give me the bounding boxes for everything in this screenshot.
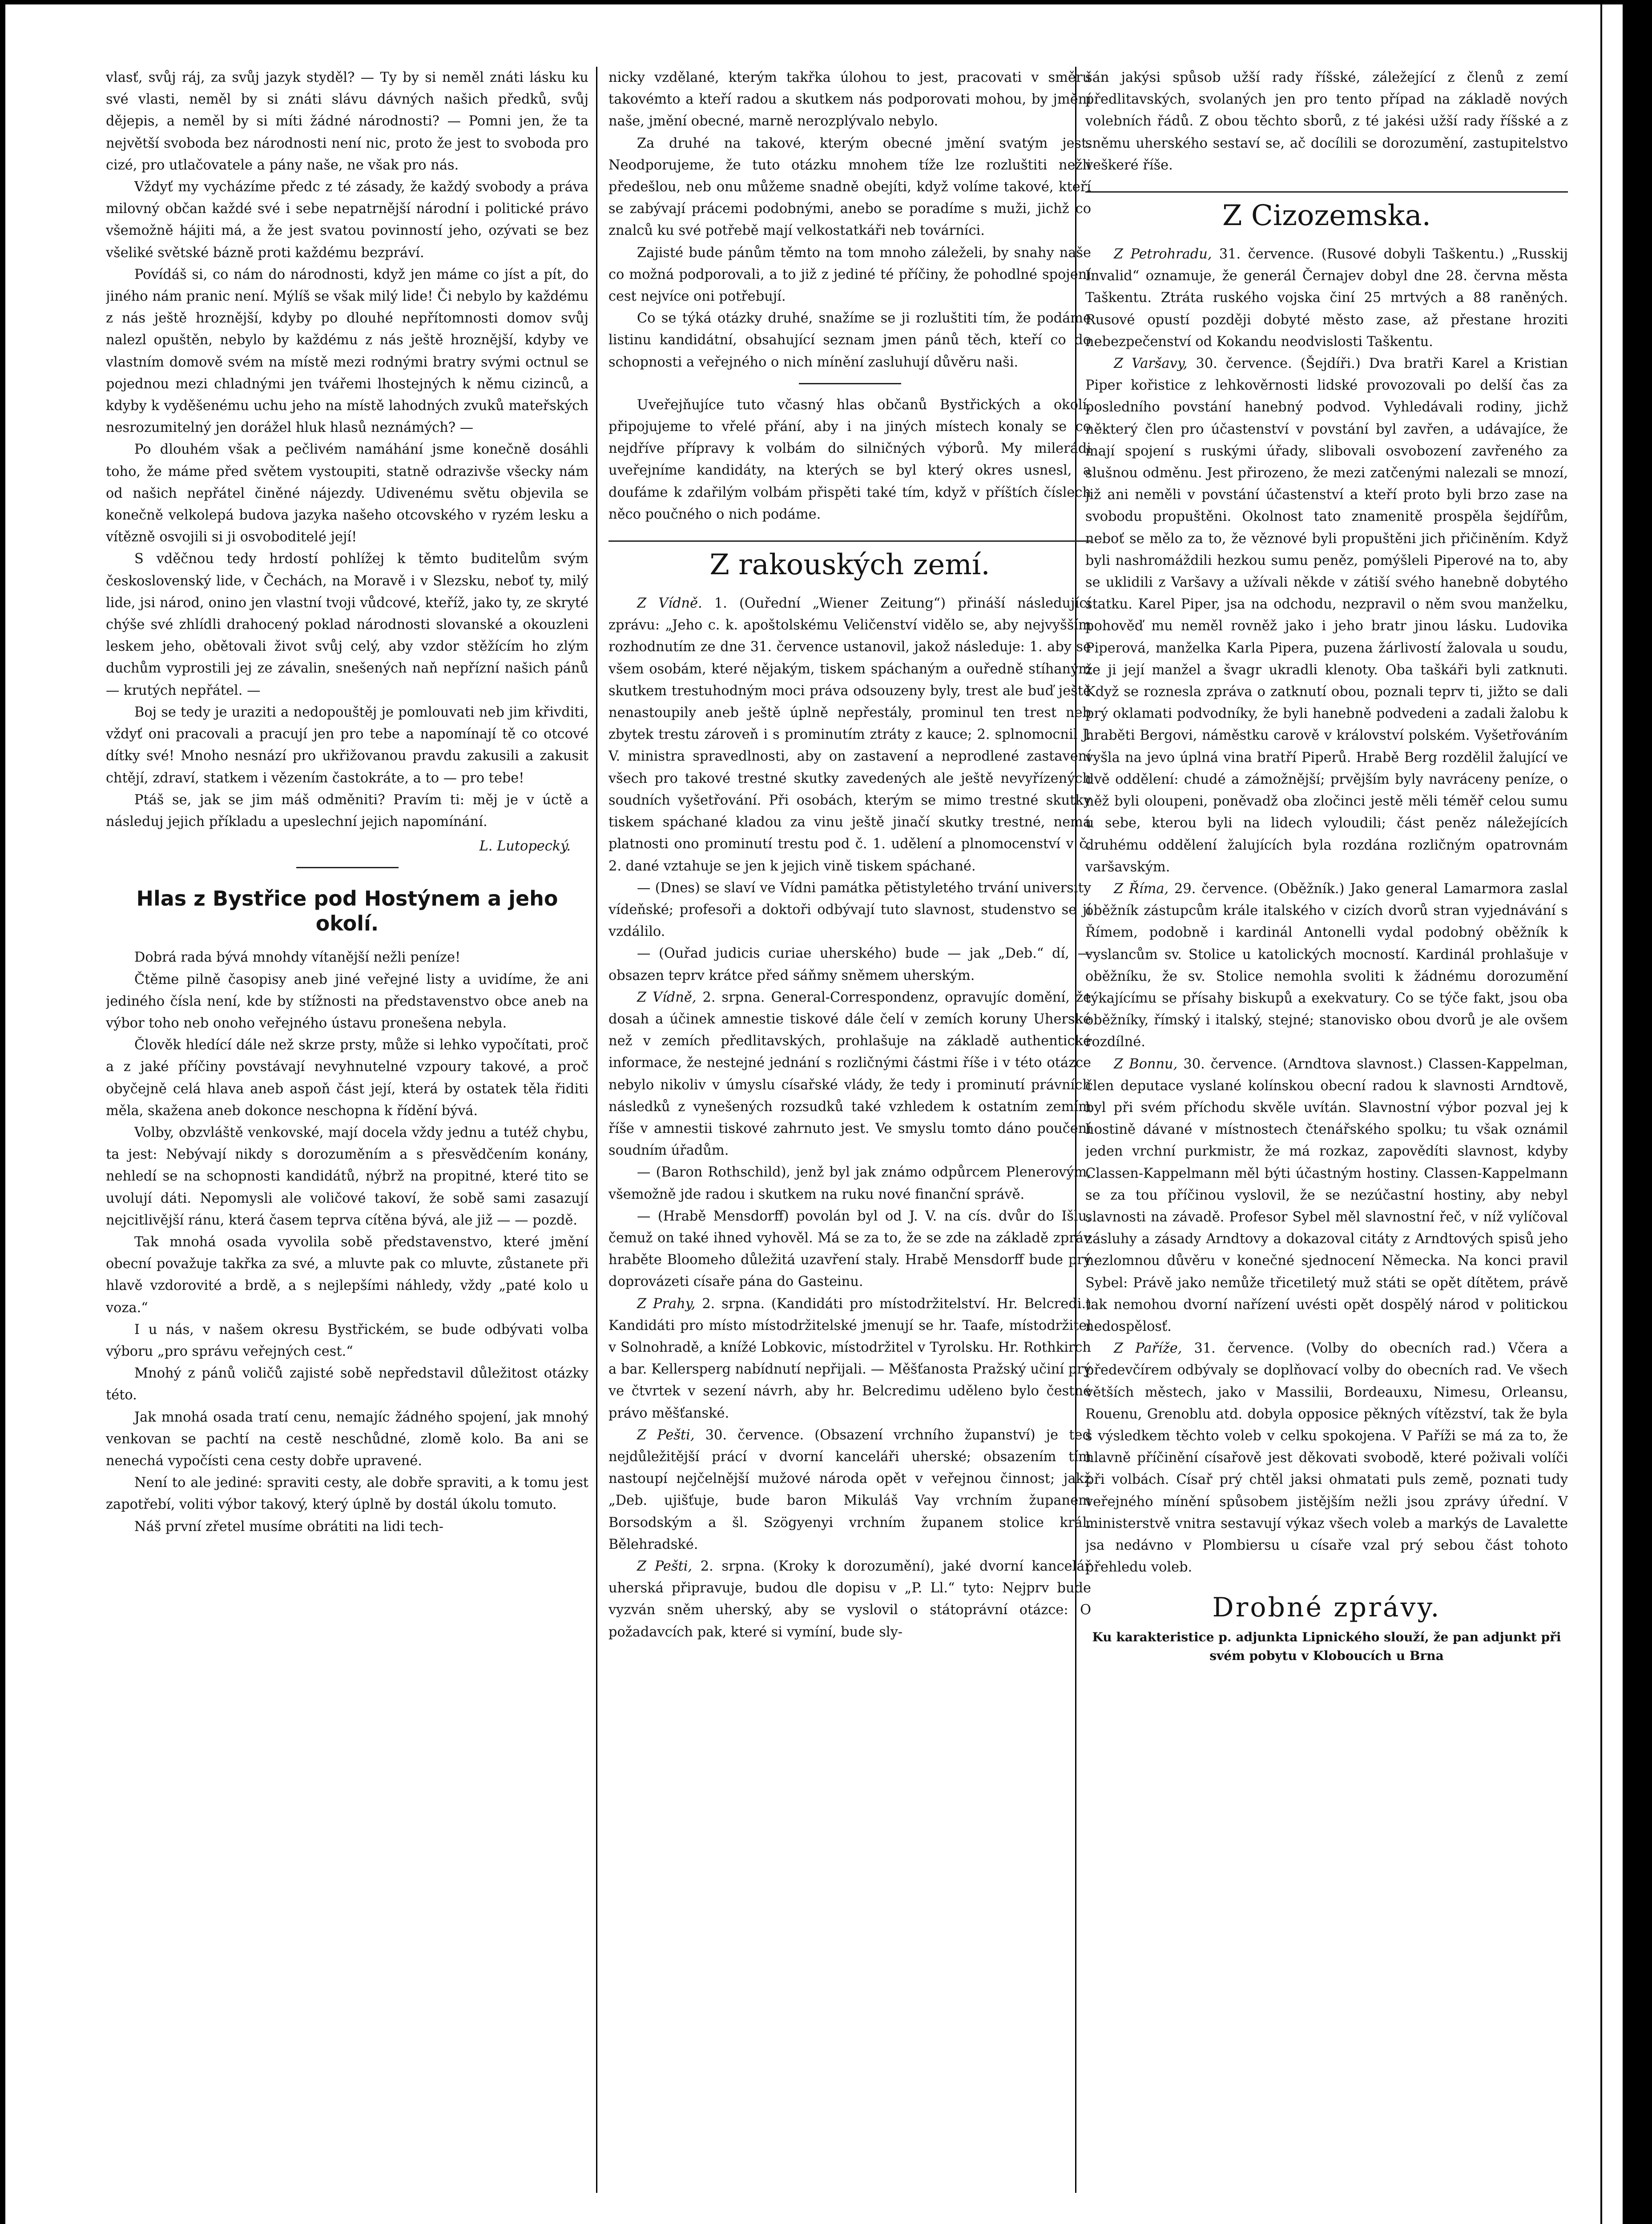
news-item (608, 1424, 1091, 1555)
dateline: Z Pešti, (637, 1559, 693, 1574)
paragraph: Co se týká otázky druhé, snažíme se ji rozluštiti tím, že podáme listinu kandidátní, obsahující seznam jmen pánů těch, kteří co do schopnosti a veřejného o nich mínění zasluhují důvěru naši. (608, 310, 1091, 370)
frame-left-border (0, 0, 5, 2224)
author-signature: L. Lutopecký. (479, 838, 571, 854)
subheading: Ku karakteristice p. adjunkta Lipnického slouží, že pan adjunkt při svém pobytu v Kloboucích u Brna (1092, 1630, 1561, 1664)
paragraph: Jak mnohá osada tratí cenu, nemajíc žádného spojení, jak mnohý venkovan se pachtí na cestě neschůdné, zlomě kolo. Ba ani se nenechá vypočísti cena cesty dobře upravené. (106, 1409, 588, 1469)
news-item (1085, 243, 1568, 353)
dateline: Z Pešti, (637, 1427, 695, 1443)
paragraph: — (Hrabě Mensdorff) povolán byl od J. V. na cís. dvůr do Išlu, čemuž on také ihned vyhověl. Má se za to, že se zde na základě zpráv hraběte Bloomeho důležitá uzavření staly. Hrabě Mensdorff bude prý doprovázeti císaře pána do Gasteinu. (608, 1208, 1091, 1290)
dateline: Z Petrohradu, (1114, 246, 1212, 262)
news-text: 30. července. (Arndtova slavnost.) Classen-Kappelman, člen deputace vyslané kolínskou obecní radou k slavnosti Arndtově, byl při svém příchodu skvěle uvítán. Slavnostní výbor pozval jej k hostině dávané v místnostech čtenářského spolku; tu však oznámil jeden vrchní purkmistr, že má rozkaz, zapovědíti slavnost, kdyby Classen-Kappelmann měl býti účastným hostiny. Classen-Kappelmann se za tou příčinou vyslovil, že se nezúčastní hostiny, aby nebyl slavnosti na závadě. Profesor Sybel měl slavnostní řeč, v níž vylíčoval zásluhy a zásady Arndtovy a dokazoval citáty z Arndtových spisů jeho nezlomnou důvěru v konečné sjednocení Německa. Na konci pravil Sybel: Právě jako nemůže třicetiletý muž státi se opět dítětem, právě tak nemohou dvorní nařízení uvésti opět dospělý národ v politickou nedospělosť. (1085, 1056, 1568, 1334)
news-item (608, 592, 1091, 877)
separator-rule (296, 867, 399, 868)
paragraph: šán jakýsi spůsob užší rady říšské, záležející z členů z zemí předlitavských, svolaných jen pro tento případ na základě nových volebních řádů. Z obou těchto sborů, z té jakési užší rady říšské a z sněmu uherského sestaví se, ač docílili se dorozumění, zastupitelstvo veškeré říše. (1085, 70, 1568, 173)
dateline: Z Vídně, (637, 989, 697, 1005)
section-heading: Drobné zprávy. (1212, 1592, 1441, 1624)
column-rule-1 (596, 67, 597, 2193)
dateline: Z Prahy, (637, 1296, 696, 1312)
paragraph: Vždyť my vycházíme předc z té zásady, že každý svobody a práva milovný občan každé své i sebe nepatrnější národní i politické právo všemožně hájiti má, a že jest svatou povinností jeho, ozývati se bez všeliké světské bázně proti každému bezpráví. (106, 179, 588, 261)
news-text: 2. srpna. (Kandidáti pro místodržitelství. Hr. Belcredi.) Kandidáti pro místo místodržitelské jmenují se hr. Taafe, místodržitel v Solnohradě, a knížé Lobkovic, místodržitel v Tyrolsku. Hr. Rothkirch a bar. Kellersperg nabídnutí nepřijali. — Měšťanosta Pražský učiní prý ve čtvrtek v sezení návrh, aby hr. Belcredimu uděleno bylo čestné právo měšťanské. (608, 1296, 1091, 1421)
news-text: 30. července. (Obsazení vrchního županství) je teď nejdůležitější prácí v dvorní kanceláři uherské; obsazením tím nastoupí nejčelnější mužové národa opět v veřejnou činnost; jakž „Deb. ujišťuje, bude baron Mikuláš Vay vrchním županem Borsodským a šl. Szögyenyi vrchním županem stolice král. Bělehradské. (608, 1427, 1091, 1552)
paragraph: Mnohý z pánů voličů zajisté sobě nepředstavil důležitost otázky této. (106, 1366, 588, 1403)
news-item (1085, 1053, 1568, 1338)
news-item (608, 987, 1091, 1162)
paragraph: Po dlouhém však a pečlivém namáhání jsme konečně dosáhli toho, že máme před světem vystoupiti, statně odrazivše všecky nám od našich nepřátel činěné nájezdy. Udivenému světu objevila se konečně velkolepá budova jazyka našeho otcovského v ryzém lesku a vítězně osvojili si ji osvoboditelé její! (106, 442, 588, 545)
news-item (608, 1555, 1091, 1643)
dateline: Z Paříže, (1114, 1341, 1182, 1357)
section-heading: Z Cizozemska. (1085, 191, 1568, 234)
frame-right-border (1623, 0, 1652, 2224)
paragraph: Povídáš si, co nám do národnosti, když jen máme co jíst a pít, do jiného nám pranic není. Mýlíš se však milý lide! Či nebylo by každému z nás ještě hroznější, kdyby po dlouhé nepřítomnosti domov svůj nalezl opuštěn, nebylo by každému z nás ještě hroznější, kdyby ve vlastním domově svém na místě mezi rodnými bratry svými octnul se pojednou mezi chladnými jen tvářemi lhostejných k němu cizinců, a kdyby k vyděšenému uchu jeho na místě lahodných zvuků mateřských nesrozumitelný jen dorážel hluk hlasů neznámých? — (106, 266, 588, 436)
news-text: 2. srpna. General-Correspondenz, opravujíc domění, že dosah a účinek amnestie tiskové dále čelí v zemích koruny Uherské než v zemích předlitavských, prohlašuje na základě authentické informace, že nestejné jednání s rozličnými částmi říše i v této otázce nebylo nikoliv v úmyslu císařské vlády, že tedy i prominutí právních následků z vynešených rozsudků také vzhledem k ostatním zemím říše v amnestii tiskové zahrnuto jest. Ve smyslu tomto dáno poučení soudním úřadům. (608, 989, 1091, 1159)
paragraph: — (Baron Rothschild), jenž byl jak známo odpůrcem Plenerovým, všemožně jde radou i skutkem na ruku nové finanční správě. (608, 1164, 1091, 1202)
news-text: 31. července. (Rusové dobyli Taškentu.) „Russkij Invalid“ oznamuje, že generál Černajev dobyl dne 28. června města Taškentu. Ztráta ruského vojska činí 25 mrtvých a 88 raněných. Rusové opustí později dobyté město zase, až přestane hroziti nebezpečenství od Kokandu neodvislosti Taškentu. (1085, 246, 1568, 350)
paragraph: S vděčnou tedy hrdostí pohlížej k těmto buditelům svým československý lide, v Čechách, na Moravě i v Slezsku, neboť ty, milý lide, jsi národ, onino jen vlastní tvoji vůdcové, kteříž, jako ty, ze skryté chýše své zhlídli drahocený poklad národnosti slovanské a okouzleni leskem jeho, obětovali život svůj celý, aby vzdor stěžícím ho zlým duchům vyprostili jej ze závalin, snešených naň nepřízní našich pánů — krutých nepřátel. — (106, 551, 588, 698)
paragraph: nicky vzdělané, kterým takřka úlohou to jest, pracovati v směru takovémto a kteří radou a skutkem nás podporovati mohou, by jmění naše, jmění obecné, marně nerozplývalo nebylo. (608, 70, 1091, 129)
news-text: 2. srpna. (Kroky k dorozumění), jaké dvorní kancelář uherská připravuje, budou dle dopisu v „P. Ll.“ tyto: Nejprv bude vyzván sněm uherský, aby se vyslovil o státoprávní otázce: O požadavcích pak, které si vymíní, bude sly- (608, 1559, 1091, 1640)
paragraph: Tak mnohá osada vyvolila sobě představenstvo, které jmění obecní považuje takřka za své, a mluvte pak co mluvte, zůstanete při hlavě vzdorovité a brdě, a s nejlepšími náhledy, vždy „paté kolo u voza.“ (106, 1234, 588, 1316)
dateline: Z Vídně. (637, 596, 702, 612)
paragraph: Dobrá rada bývá mnohdy vítanější nežli peníze! (134, 950, 461, 966)
news-item (1085, 878, 1568, 1053)
news-text: 29. července. (Oběžník.) Jako general Lamarmora zaslal oběžník zástupcům krále italského v cizích dvorů stran vyjednávání s Římem, podobně i kardinál Antonelli vydal podobný oběžník k vyslancům sv. Stolice u katolických mocností. Kardinál prohlašuje v oběžníku, že sv. Stolice nemohla svoliti k žádnému dorozumění týkajícímu se přísahy biskupů a exekvatury. Co se týče fakt, jsou oba oběžníky, římský i italský, stejné; stanovisko obou dvorů je ale ovšem rozdílné. (1085, 881, 1568, 1050)
news-item (1085, 353, 1568, 878)
column-1 (106, 67, 588, 2188)
paragraph: I u nás, v našem okresu Bystřickém, se bude odbývati volba výboru „pro správu veřejných cest.“ (106, 1322, 588, 1359)
paragraph: Čtěme pilně časopisy aneb jiné veřejné listy a uvidíme, že ani jediného čísla není, kde by stížnosti na představenstvo obce aneb na výbor toho neb onoho veřejného ústavu pronešena nebyla. (106, 971, 588, 1031)
column-3 (1085, 67, 1568, 2188)
section-heading: Z rakouských zemí. (608, 540, 1091, 583)
paragraph: Náš první zřetel musíme obrátiti na lidi tech- (134, 1519, 443, 1535)
news-text: 30. července. (Šejdíři.) Dva bratři Karel a Kristian Piper kořistice z lehkověrnosti lidské provozovali po delší čas za posledního povstání hanebný podvod. Vyhledávali rodiny, jichž některý člen pro účastenství v povstání byl zavřen, a udávajíce, že mají spojení s ruskými úřady, slibovali osvobození zavřeného za slušnou odměnu. Jest přirozeno, že mezi zatčenými nalezali se mnozí, již ani neměli v povstání účastenství a kteří proto byli brzo zase na svobodu propuštěni. Okolnost tato znamenitě prospěla šejdířům, neboť se mělo za to, že věznové byli propuštěni jich přičiněním. Když byli nashromáždili hezkou sumu peněz, pomýšleli Piperové na to, aby se uklidili z Varšavy a užívali někde v zátiší svého hanebně dobytého statku. Karel Piper, jsa na odchodu, nezpravil o něm svou manželku, pohověď mu neměl rovněž jako i jeho bratr jinou lásku. Ludovika Piperová, manželka Karla Pipera, puzena žárlivostí žalovala u soudu, že ji její manžel a švagr ukradli klenoty. Oba taškáři byli zatknuti. Když se roznesla zpráva o zatknutí obou, poznali teprv ti, jižto se dali prý oklamati podvodníky, že byli hanebně podvedeni a zadali žalobu k hraběti Bergovi, náměstku carově v království polském. Vyšetřováním vyšla na jevo úplná vina bratří Piperů. Hrabě Berg rozdělil žalující ve dvě oddělení: chudé a zámožnější; prvějším byly navráceny peníze, o něž byli oloupeni, poněvadž oba zločinci jestě měli téměř celou sumu u sebe, kterou byli na lidech vyloudili; část peněz náležejících druhému oddělení žalujících byla rozdána rozličným opatrovnám varšavským. (1085, 356, 1568, 875)
paragraph: — (Dnes) se slaví ve Vídni památka pětistyletého trvání university vídeňské; profesoři a doktoři odbývají tuto slavnost, studenstvo se jí vzdálilo. (608, 880, 1091, 940)
frame-right-inner-rule (1600, 0, 1602, 2224)
paragraph: Volby, obzvláště venkovské, mají docela vždy jednu a tutéž chybu, ta jest: Nebývají nikdy s dorozuměním a s přesvědčením konány, nehledí se na schopnosti kandidátů, nýbrž na propitné, které tito se uvolují dáti. Nepomysli ale voličové takoví, že sobě sami zasazují nejcitlivější ránu, která časem teprva cítěna bývá, ale již — — pozdě. (106, 1124, 588, 1228)
paragraph: — (Ouřad judicis curiae uherského) bude — jak „Deb.“ dí, — obsazen teprv krátce před sáňmy sněmem uherským. (608, 946, 1091, 983)
dateline: Z Říma, (1114, 881, 1169, 897)
paragraph: Za druhé na takové, kterým obecné jmění svatým jest. Neodporujeme, že tuto otázku mnohem tíže lze rozluštiti nežli předešlou, neb onu můžeme snadně obejíti, když volíme takové, kteří se zabývají prácemi podobnými, anebo se poradíme s muži, jichž co znalců ku své potřebě mají velkostatkáři neb továrníci. (608, 135, 1091, 239)
dateline: Z Varšavy, (1114, 356, 1188, 372)
news-text: 31. července. (Volby do obecních rad.) Včera a předevčírem odbývaly se doplňovací volby do obecních rad. Ve všech větších městech, jako v Massilii, Bordeauxu, Nimesu, Orleansu, Rouenu, Grenoblu atd. dobyla opposice pěkných vítězství, tak že byla s výsledkem těchto voleb v celku spokojena. V Paříži se má za to, že hlavně příčinění císařově jest děkovati svobodě, které poživali volíči při volbách. Císař prý chtěl jaksi ohmatati puls země, poznati tudy veřejného mínění spůsobem jistějším nežli jsou zprávy úřední. V ministerstvě vnitra sestavují výkaz všech voleb a markýs de Lavalette jsa nedávno v Plombiersu u císaře vzal prý sebou část tohoto přehledu voleb. (1085, 1341, 1568, 1575)
column-2 (608, 67, 1091, 2188)
paragraph: Zajisté bude pánům těmto na tom mnoho záleželi, by snahy naše co možná podporovali, a to již z jediné té příčiny, že pohodlné spojení cest nejvíce oni potřebují. (608, 245, 1091, 305)
dateline: Z Bonnu, (1114, 1056, 1178, 1072)
paragraph: Člověk hledící dále než skrze prsty, může si lehko vypočítati, proč a z jaké příčiny povstávají nevyhnutelné vzpoury takové, a proč obyčejně celá hlava aneb aspoň část její, která by ostatek těla řiditi měla, skažena aneb dokonce neschopna k řídění bývá. (106, 1037, 588, 1119)
news-item (608, 1293, 1091, 1424)
article-heading: Hlas z Bystřice pod Hostýnem a jeho okolí. (136, 886, 558, 936)
frame-top-border (0, 0, 1652, 4)
separator-rule (799, 383, 901, 384)
paragraph: Není to ale jediné: spraviti cesty, ale dobře spraviti, a k tomu jest zapotřebí, voliti výbor takový, který úplně by dostál úkolu tomuto. (106, 1475, 588, 1513)
news-text: 1. (Ouřední „Wiener Zeitung“) přináší následující zprávu: „Jeho c. k. apoštolskému Veličenství vidělo se, aby nejvyšším rozhodnutím ze dne 31. července ustanovil, jakož následuje: 1. aby se všem osobám, které nějakým, tiskem spáchaným a ouředně stíhaným skutkem trestuhodným moci práva odsouzeny byly, trest ale buď ještě nenastoupily aneb ještě úplně nepřestály, prominul ten trest neb zbytek trestu zároveň i s prominutím ztráty z kauce; 2. splnomocnil J. V. ministra spravedlnosti, aby on zastavení a neprodlené zastavení všech pro takové trestné skutky zavedených ale ještě nevyřízených soudních vyšetřování. Při osobách, kterým se mimo trestné skutky tiskem spáchané kladou za vinu ještě jinačí skutky trestné, nemá platnosti ono prominutí trestu pod č. 1. udělení a plnomocenství v č. 2. dané vztahuje se jen k jejich vině tiskem spáchané. (608, 596, 1091, 874)
paragraph: Uveřejňujíce tuto včasný hlas občanů Bystřických a okolí, připojujeme to vřelé přání, aby i na jiných místech konaly se co nejdříve přípravy k volbám do silničných výborů. My milerádi uveřejníme kandidáty, na kterých se byl který okres usnesl, a doufáme k zdařilým volbám přispěti také tím, když v příštích číslech něco poučného o nich podáme. (608, 397, 1091, 522)
paragraph: Ptáš se, jak se jim máš odměniti? Pravím ti: měj je v úctě a následuj jejich příkladu a upeslechní jejich napomínání. (106, 792, 588, 830)
news-item (1085, 1338, 1568, 1578)
paragraph: Boj se tedy je uraziti a nedopouštěj je pomlouvati neb jim křivditi, vždyť oni pracovali a pracují jen pro tebe a napomínají tě co otcové dítky své! Mnoho nesnází pro ukřižovanou pravdu zakusili a zakusit chtějí, zdraví, statkem i vězením častokráte, a to — pro tebe! (106, 704, 588, 786)
paragraph: vlasť, svůj ráj, za svůj jazyk styděl? — Ty by si neměl znáti lásku ku své vlasti, neměl by si znáti slávu dávných našich předků, svůj dějepis, a neměl by si míti žádné národnosti? — Pomni jen, že ta největší svoboda bez národnosti není nic, proto že jest to svoboda pro cizé, pro utlačovatele a pány naše, ne však pro nás. (106, 70, 588, 173)
